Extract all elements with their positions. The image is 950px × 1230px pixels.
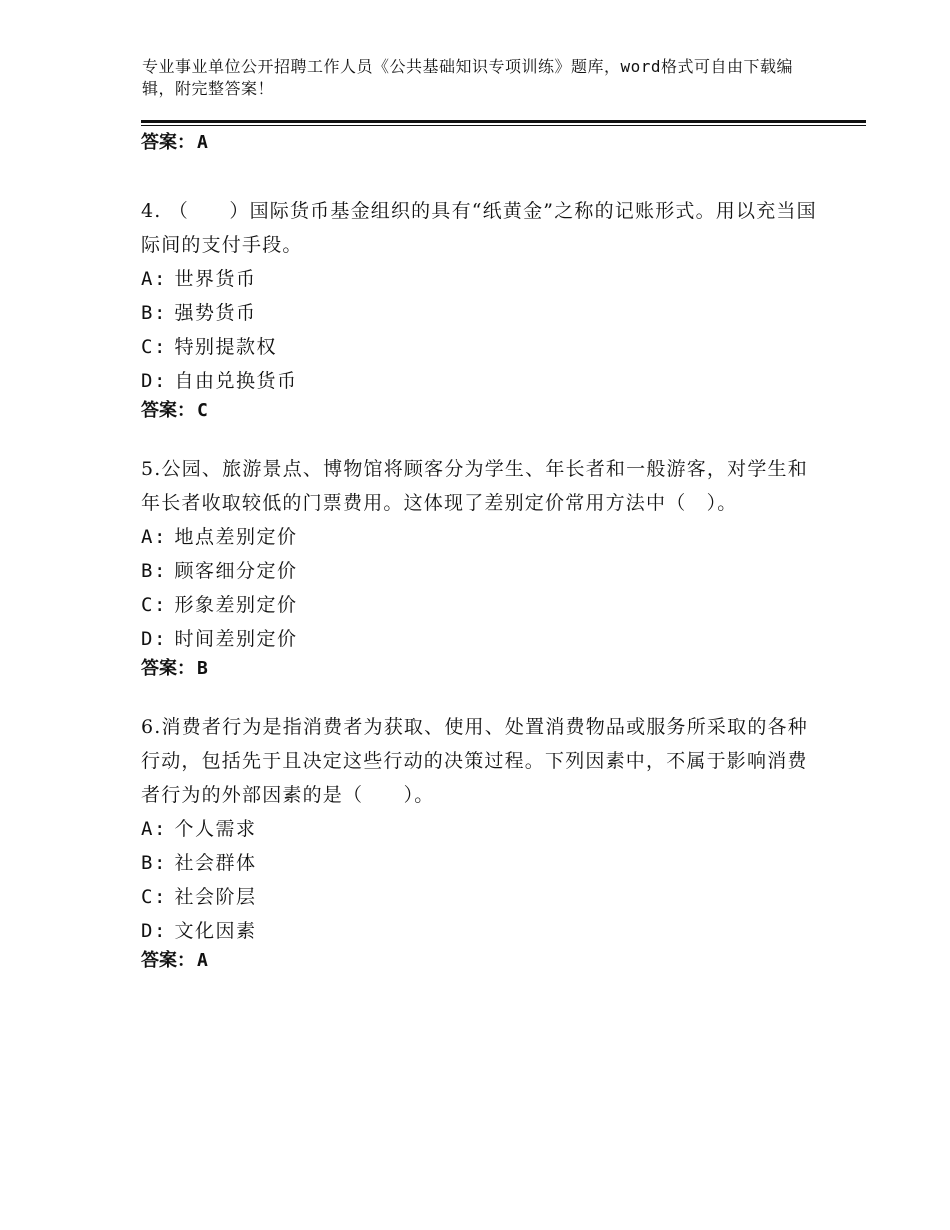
option-text: 自由兑换货币 xyxy=(174,370,298,392)
option-a xyxy=(141,520,821,554)
answer-label: 答案： xyxy=(141,950,195,971)
answer-line xyxy=(141,656,821,682)
option-a xyxy=(141,262,821,296)
answer-line xyxy=(141,398,821,424)
option-text: 形象差别定价 xyxy=(174,594,298,616)
answer-line xyxy=(141,130,821,156)
option-text: 世界货币 xyxy=(174,268,257,290)
answer-label: 答案： xyxy=(141,132,195,153)
option-d xyxy=(141,914,821,948)
option-letter: A: xyxy=(141,818,167,840)
option-letter: C: xyxy=(141,594,167,616)
option-b xyxy=(141,296,821,330)
option-letter: B: xyxy=(141,302,167,324)
question-text: 6.消费者行为是指消费者为获取、使用、处置消费物品或服务所采取的各种行动，包括先于且决定这些行动的决策过程。下列因素中，不属于影响消费者行为的外部因素的是（ ）。 xyxy=(141,716,808,806)
option-text: 社会阶层 xyxy=(174,886,257,908)
header-divider-thin xyxy=(141,125,866,126)
option-b xyxy=(141,846,821,880)
answer-line xyxy=(141,948,821,974)
option-c xyxy=(141,330,821,364)
option-text: 个人需求 xyxy=(174,818,257,840)
question-text: 4. （ ）国际货币基金组织的具有“纸黄金”之称的记账形式。用以充当国际间的支付手段。 xyxy=(141,200,817,256)
question-text: 5.公园、旅游景点、博物馆将顾客分为学生、年长者和一般游客，对学生和年长者收取较低的门票费用。这体现了差别定价常用方法中（ ）。 xyxy=(141,458,808,514)
option-d xyxy=(141,364,821,398)
question-list xyxy=(141,130,821,974)
option-letter: C: xyxy=(141,336,167,358)
option-text: 特别提款权 xyxy=(174,336,277,358)
option-text: 强势货币 xyxy=(174,302,257,324)
option-letter: A: xyxy=(141,268,167,290)
option-b xyxy=(141,554,821,588)
answer-label: 答案： xyxy=(141,400,195,421)
option-text: 地点差别定价 xyxy=(174,526,298,548)
option-d xyxy=(141,622,821,656)
answer-value: A xyxy=(197,132,208,153)
question-item xyxy=(141,194,821,424)
question-item xyxy=(141,710,821,974)
option-letter: B: xyxy=(141,852,167,874)
option-text: 社会群体 xyxy=(174,852,257,874)
option-text: 顾客细分定价 xyxy=(174,560,298,582)
header-divider-thick xyxy=(141,120,866,123)
question-item xyxy=(141,452,821,682)
option-letter: D: xyxy=(141,920,167,942)
option-c xyxy=(141,880,821,914)
option-letter: A: xyxy=(141,526,167,548)
option-c xyxy=(141,588,821,622)
answer-label: 答案： xyxy=(141,658,195,679)
option-letter: B: xyxy=(141,560,167,582)
option-letter: D: xyxy=(141,370,167,392)
option-letter: D: xyxy=(141,628,167,650)
answer-value: C xyxy=(197,400,208,421)
option-letter: C: xyxy=(141,886,167,908)
answer-value: B xyxy=(197,658,208,679)
page-header: 专业事业单位公开招聘工作人员《公共基础知识专项训练》题库，word格式可自由下载编辑，附完整答案！ xyxy=(142,57,794,98)
option-text: 时间差别定价 xyxy=(174,628,298,650)
answer-value: A xyxy=(197,950,208,971)
option-a xyxy=(141,812,821,846)
option-text: 文化因素 xyxy=(174,920,257,942)
